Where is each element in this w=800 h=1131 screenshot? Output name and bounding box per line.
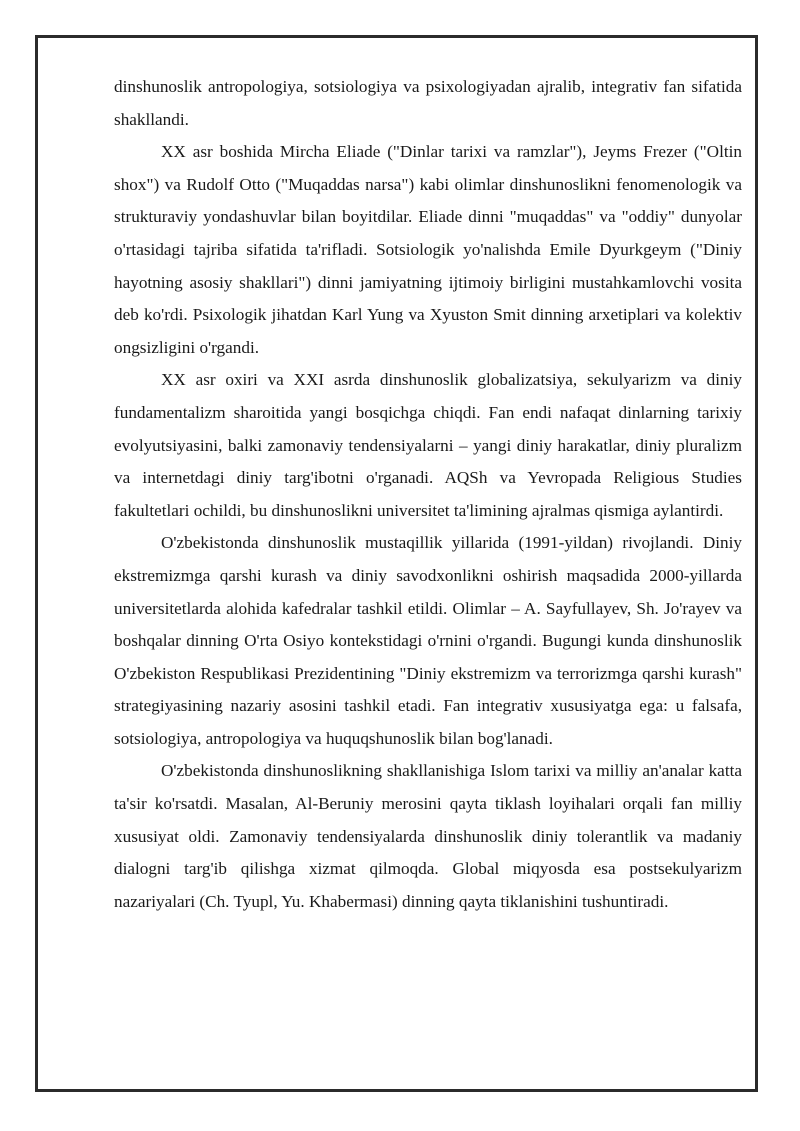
- paragraph-1: dinshunoslik antropologiya, sotsiologiya va psixologiyadan ajralib, integrativ fan sifatida shakllandi.: [114, 77, 742, 129]
- document-body: [114, 71, 742, 918]
- paragraph-3: XX asr oxiri va XXI asrda dinshunoslik globalizatsiya, sekulyarizm va diniy fundamentalizm sharoitida yangi bosqichga chiqdi. Fan endi nafaqat dinlarning tarixiy evolyutsiyasini, balki zamonaviy tendensiyalarni – yangi diniy harakatlar, diniy pluralizm va internetdagi diniy targ'ibotni o'rganadi. AQSh va Yevropada Religious Studies fakultetlari ochildi, bu dinshunoslikni universitet ta'limining ajralmas qismiga aylantirdi.: [114, 370, 742, 520]
- paragraph-4: O'zbekistonda dinshunoslik mustaqillik yillarida (1991-yildan) rivojlandi. Diniy ekstremizmga qarshi kurash va diniy savodxonlikni oshirish maqsadida 2000-yillarda universitetlarda alohida kafedralar tashkil etildi. Olimlar – A. Sayfullayev, Sh. Jo'rayev va boshqalar dinning O'rta Osiyo kontekstidagi o'rnini o'rgandi. Bugungi kunda dinshunoslik O'zbekiston Respublikasi Prezidentining "Diniy ekstremizm va terrorizmga qarshi kurash" strategiyasining nazariy asosini tashkil etadi. Fan integrativ xususiyatga ega: u falsafa, sotsiologiya, antropologiya va huquqshunoslik bilan bog'lanadi.: [114, 533, 742, 748]
- paragraph-2: XX asr boshida Mircha Eliade ("Dinlar tarixi va ramzlar"), Jeyms Frezer ("Oltin shox") va Rudolf Otto ("Muqaddas narsa") kabi olimlar dinshunoslikni fenomenologik va strukturaviy yondashuvlar bilan boyitdilar. Eliade dinni "muqaddas" va "oddiy" dunyolar o'rtasidagi tajriba sifatida ta'rifladi. Sotsiologik yo'nalishda Emile Dyurkgeym ("Diniy hayotning asosiy shakllari") dinni jamiyatning ijtimoiy birligini mustahkamlovchi vosita deb ko'rdi. Psixologik jihatdan Karl Yung va Xyuston Smit dinning arxetiplari va kolektiv ongsizligini o'rgandi.: [114, 142, 742, 357]
- paragraph-5: O'zbekistonda dinshunoslikning shakllanishiga Islom tarixi va milliy an'analar katta ta'sir ko'rsatdi. Masalan, Al-Beruniy merosini qayta tiklash loyihalari orqali fan milliy xususiyat oldi. Zamonaviy tendensiyalarda dinshunoslik diniy tolerantlik va madaniy dialogni targ'ib qilishga xizmat qilmoqda. Global miqyosda esa postsekulyarizm nazariyalari (Ch. Tyupl, Yu. Khabermasi) dinning qayta tiklanishini tushuntiradi.: [114, 761, 742, 911]
